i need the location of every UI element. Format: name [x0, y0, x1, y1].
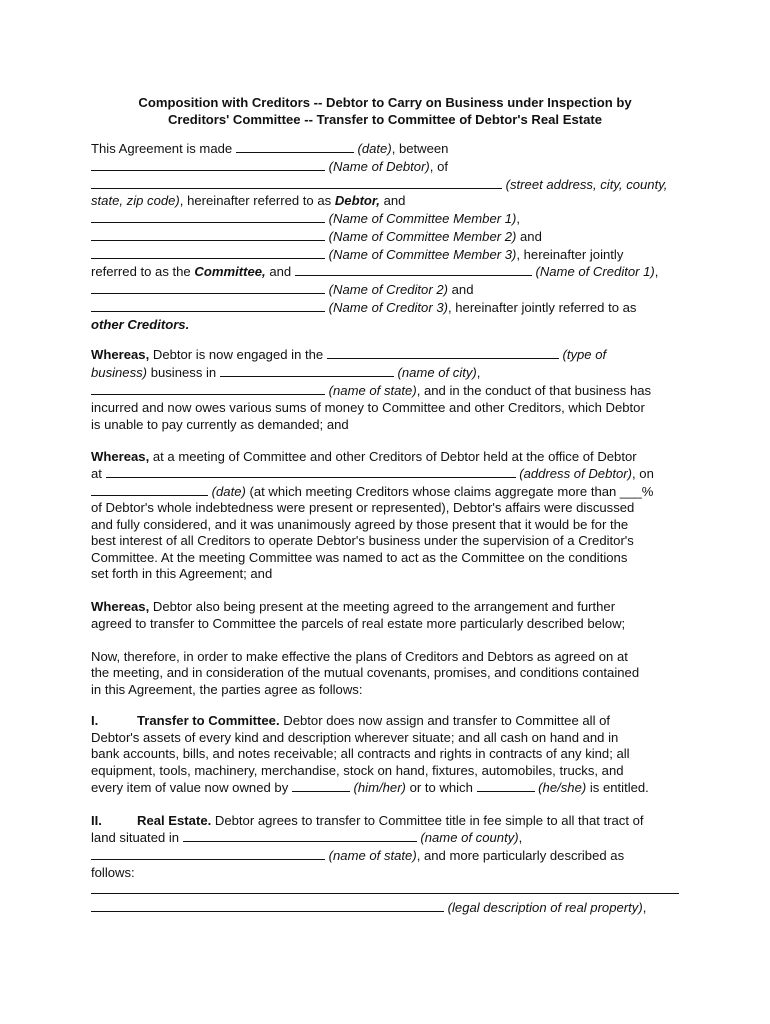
whereas2-line-6: best interest of all Creditors to operate Debtor's business under the supervision of a Creditor's — [91, 533, 634, 548]
text: , hereinafter jointly — [516, 247, 624, 262]
city-label: (name of city) — [397, 365, 477, 380]
section2-line-6 — [91, 899, 646, 916]
text: and — [269, 264, 292, 279]
text: at a meeting of Committee and other Creditors of Debtor held at the office of Debtor — [152, 449, 637, 464]
whereas-label: Whereas, — [91, 449, 150, 464]
debtor-address-label: (address of Debtor) — [519, 466, 633, 481]
text: , hereinafter jointly referred to as — [447, 300, 637, 315]
him-her-label: (him/her) — [353, 780, 406, 795]
section2-line-3 — [91, 847, 624, 864]
intro-line-10 — [91, 299, 636, 316]
text: Debtor also being present at the meeting agreed to the arrangement and further — [152, 599, 616, 614]
meeting-date-label: (date) — [211, 484, 246, 499]
debtor-defined-term: Debtor, — [334, 193, 380, 208]
whereas1-line-1 — [91, 346, 606, 363]
business-type-label-cont: business) — [91, 365, 148, 380]
date-blank[interactable] — [236, 140, 354, 153]
he-she-label: (he/she) — [538, 780, 587, 795]
debtor-name-blank[interactable] — [91, 158, 325, 171]
committee-defined-term: Committee, — [194, 264, 266, 279]
whereas2-line-4: of Debtor's whole indebtedness were present or represented), Debtor's affairs were discussed — [91, 500, 635, 515]
section1-line-1 — [91, 712, 610, 729]
creditor1-blank[interactable] — [295, 263, 532, 276]
text: , on — [632, 466, 654, 481]
whereas2-line-2 — [91, 465, 654, 482]
text: , and more particularly described as — [416, 848, 625, 863]
section2-number: II. — [91, 813, 102, 828]
whereas3-line-1 — [91, 598, 615, 615]
business-type-blank[interactable] — [327, 346, 559, 359]
creditor2-blank[interactable] — [91, 281, 325, 294]
intro-line-5 — [91, 210, 520, 227]
intro-line-3 — [91, 176, 667, 193]
debtor-address-blank[interactable] — [106, 465, 516, 478]
text: referred to as the — [91, 264, 191, 279]
city-blank[interactable] — [220, 364, 394, 377]
street-address-label: (street address, city, county, — [505, 177, 668, 192]
intro-line-7 — [91, 246, 623, 263]
text: business in — [150, 365, 217, 380]
member2-label: (Name of Committee Member 2) — [328, 229, 517, 244]
section1-line-2: Debtor's assets of every kind and description wherever situate; and all cash on hand and in — [91, 730, 619, 745]
section1-heading: Transfer to Committee. — [137, 713, 280, 728]
text: Debtor agrees to transfer to Committee title in fee simple to all that tract of — [214, 813, 644, 828]
text: (at which meeting Creditors whose claims aggregate more than ___% — [249, 484, 654, 499]
whereas1-line-4: incurred and now owes various sums of money to Committee and other Creditors, which Debtor — [91, 400, 645, 415]
text: This Agreement is made — [91, 141, 233, 156]
intro-line-8 — [91, 263, 658, 280]
other-creditors-defined-term: other Creditors. — [91, 317, 190, 332]
section1-number: I. — [91, 713, 99, 728]
section2-line-2 — [91, 829, 522, 846]
meeting-date-blank[interactable] — [91, 483, 208, 496]
he-she-blank[interactable] — [477, 779, 535, 792]
text: or to which — [409, 780, 473, 795]
text: every item of value now owned by — [91, 780, 289, 795]
section1-line-5 — [91, 779, 649, 796]
creditor1-label: (Name of Creditor 1) — [535, 264, 655, 279]
text: and — [451, 282, 474, 297]
whereas1-line-5: is unable to pay currently as demanded; and — [91, 417, 349, 432]
member1-blank[interactable] — [91, 210, 325, 223]
intro-line-11 — [91, 316, 189, 333]
legal-description-blank-2[interactable] — [91, 899, 444, 912]
whereas2-line-7: Committee. At the meeting Committee was named to act as the Committee on the conditions — [91, 550, 628, 565]
intro-line-6 — [91, 228, 542, 245]
now-therefore-line-3: in this Agreement, the parties agree as follows: — [91, 682, 363, 697]
text: , — [654, 264, 659, 279]
title-line-2: Creditors' Committee -- Transfer to Committee of Debtor's Real Estate — [167, 112, 603, 127]
creditor3-label: (Name of Creditor 3) — [328, 300, 448, 315]
whereas-label: Whereas, — [91, 599, 150, 614]
section2-line-1 — [91, 812, 644, 829]
text: , — [516, 211, 521, 226]
section2-state-label: (name of state) — [328, 848, 417, 863]
text: , and in the conduct of that business has — [416, 383, 652, 398]
whereas3-line-2: agreed to transfer to Committee the parcels of real estate more particularly described below; — [91, 616, 626, 631]
section2-line-5 — [91, 881, 679, 898]
now-therefore-line-1: Now, therefore, in order to make effective the plans of Creditors and Debtors as agreed on at — [91, 649, 628, 664]
whereas1-line-3 — [91, 382, 651, 399]
state-blank[interactable] — [91, 382, 325, 395]
section2-state-blank[interactable] — [91, 847, 325, 860]
whereas2-line-1 — [91, 448, 637, 465]
county-blank[interactable] — [183, 829, 417, 842]
legal-description-label: (legal description of real property) — [447, 900, 643, 915]
text: , between — [391, 141, 449, 156]
title-line-1: Composition with Creditors -- Debtor to Carry on Business under Inspection by — [138, 95, 632, 110]
section1-line-3: bank accounts, bills, and notes receivable; all contracts and rights in contracts of any kind; all — [91, 746, 630, 761]
whereas2-line-3 — [91, 483, 653, 500]
him-her-blank[interactable] — [292, 779, 350, 792]
business-type-label: (type of — [562, 347, 607, 362]
intro-line-9 — [91, 281, 473, 298]
text: and — [520, 229, 542, 244]
member2-blank[interactable] — [91, 228, 325, 241]
creditor2-label: (Name of Creditor 2) — [328, 282, 448, 297]
intro-line-1 — [91, 140, 448, 157]
debtor-name-label: (Name of Debtor) — [328, 159, 430, 174]
whereas-label: Whereas, — [91, 347, 150, 362]
whereas1-line-2 — [91, 364, 480, 381]
document-title — [90, 94, 680, 128]
text: , hereinafter referred to as — [179, 193, 332, 208]
legal-description-blank-1[interactable] — [91, 881, 679, 894]
text: land situated in — [91, 830, 180, 845]
section1-line-4: equipment, tools, machinery, merchandise, stock on hand, fixtures, automobiles, trucks, and — [91, 763, 624, 778]
member3-blank[interactable] — [91, 246, 325, 259]
whereas2-line-8: set forth in this Agreement; and — [91, 566, 273, 581]
text: is entitled. — [589, 780, 649, 795]
member1-label: (Name of Committee Member 1) — [328, 211, 517, 226]
now-therefore-line-2: the meeting, and in consideration of the mutual covenants, promises, and conditions contained — [91, 665, 640, 680]
text: at — [91, 466, 102, 481]
member3-label: (Name of Committee Member 3) — [328, 247, 517, 262]
intro-line-2 — [91, 158, 448, 175]
text: Debtor is now engaged in the — [152, 347, 324, 362]
text: Debtor does now assign and transfer to Committee all of — [283, 713, 611, 728]
creditor3-blank[interactable] — [91, 299, 325, 312]
state-label: (name of state) — [328, 383, 417, 398]
section2-heading: Real Estate. — [137, 813, 212, 828]
county-label: (name of county) — [420, 830, 519, 845]
text: , — [476, 365, 481, 380]
section2-line-4: follows: — [91, 865, 135, 880]
text: , — [642, 900, 647, 915]
text: , — [518, 830, 523, 845]
whereas2-line-5: and fully considered, and it was unanimously agreed by those present that it would be for the — [91, 517, 629, 532]
text: , of — [429, 159, 448, 174]
state-zip-label: state, zip code) — [91, 193, 180, 208]
text: and — [383, 193, 406, 208]
intro-line-4 — [91, 192, 405, 209]
date-label: (date) — [357, 141, 392, 156]
street-address-blank[interactable] — [91, 176, 502, 189]
